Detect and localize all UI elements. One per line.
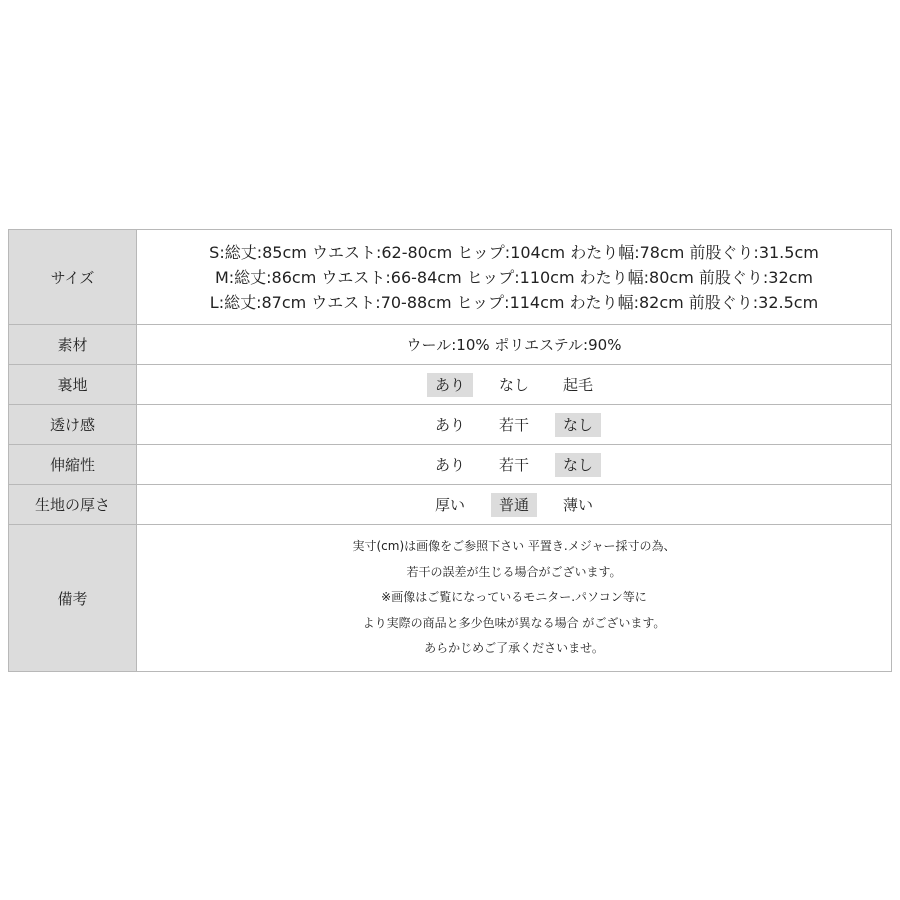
note-line: より実際の商品と多少色味が異なる場合 がございます。: [362, 615, 666, 630]
stretch-row: [9, 445, 892, 485]
lining-option-ari: あり: [427, 373, 473, 397]
notes-row: [9, 525, 892, 672]
note-line: 若干の誤差が生じる場合がございます。: [406, 564, 622, 579]
notes-label: 備考: [9, 525, 137, 672]
notes-text: [137, 525, 892, 672]
transparency-options: [427, 413, 601, 437]
note-line: 実寸(cm)は画像をご参照下さい 平置き.メジャー採寸の為、: [352, 539, 676, 554]
size-values: [137, 230, 892, 325]
thickness-option-normal: 普通: [491, 493, 537, 517]
stretch-label: 伸縮性: [9, 445, 137, 485]
thickness-option-thin: 薄い: [563, 495, 594, 514]
lining-row: [9, 365, 892, 405]
size-line-m: M:総丈:86cm ウエスト:66-84cm ヒップ:110cm わたり幅:80cm 前股ぐり:32cm: [214, 267, 814, 287]
transparency-row: [9, 405, 892, 445]
lining-option-nashi: なし: [498, 375, 529, 394]
note-line: ※画像はご覧になっているモニター.パソコン等に: [381, 590, 647, 605]
transparency-option-ari: あり: [434, 415, 465, 434]
lining-label: 裏地: [9, 365, 137, 405]
thickness-row: [9, 485, 892, 525]
note-line: あらかじめご了承くださいませ。: [424, 641, 604, 656]
material-row: [9, 325, 892, 365]
lining-options: [427, 373, 601, 397]
size-line-l: L:総丈:87cm ウエスト:70-88cm ヒップ:114cm わたり幅:82cm 前股ぐり:32.5cm: [209, 292, 819, 312]
stretch-options: [427, 453, 601, 477]
lining-option-brushed: 起毛: [563, 375, 594, 394]
product-spec-table: [8, 229, 892, 672]
material-label: 素材: [9, 325, 137, 365]
size-row: [9, 230, 892, 325]
transparency-option-slight: 若干: [498, 415, 529, 434]
stretch-option-nashi: なし: [555, 453, 601, 477]
material-value: ウール:10% ポリエステル:90%: [137, 325, 892, 365]
transparency-label: 透け感: [9, 405, 137, 445]
thickness-option-thick: 厚い: [434, 495, 465, 514]
size-label: サイズ: [9, 230, 137, 325]
stretch-option-ari: あり: [434, 455, 465, 474]
transparency-option-nashi: なし: [555, 413, 601, 437]
stretch-option-slight: 若干: [498, 455, 529, 474]
thickness-label: 生地の厚さ: [9, 485, 137, 525]
size-line-s: S:総丈:85cm ウエスト:62-80cm ヒップ:104cm わたり幅:78cm 前股ぐり:31.5cm: [209, 242, 819, 262]
thickness-options: [427, 493, 601, 517]
